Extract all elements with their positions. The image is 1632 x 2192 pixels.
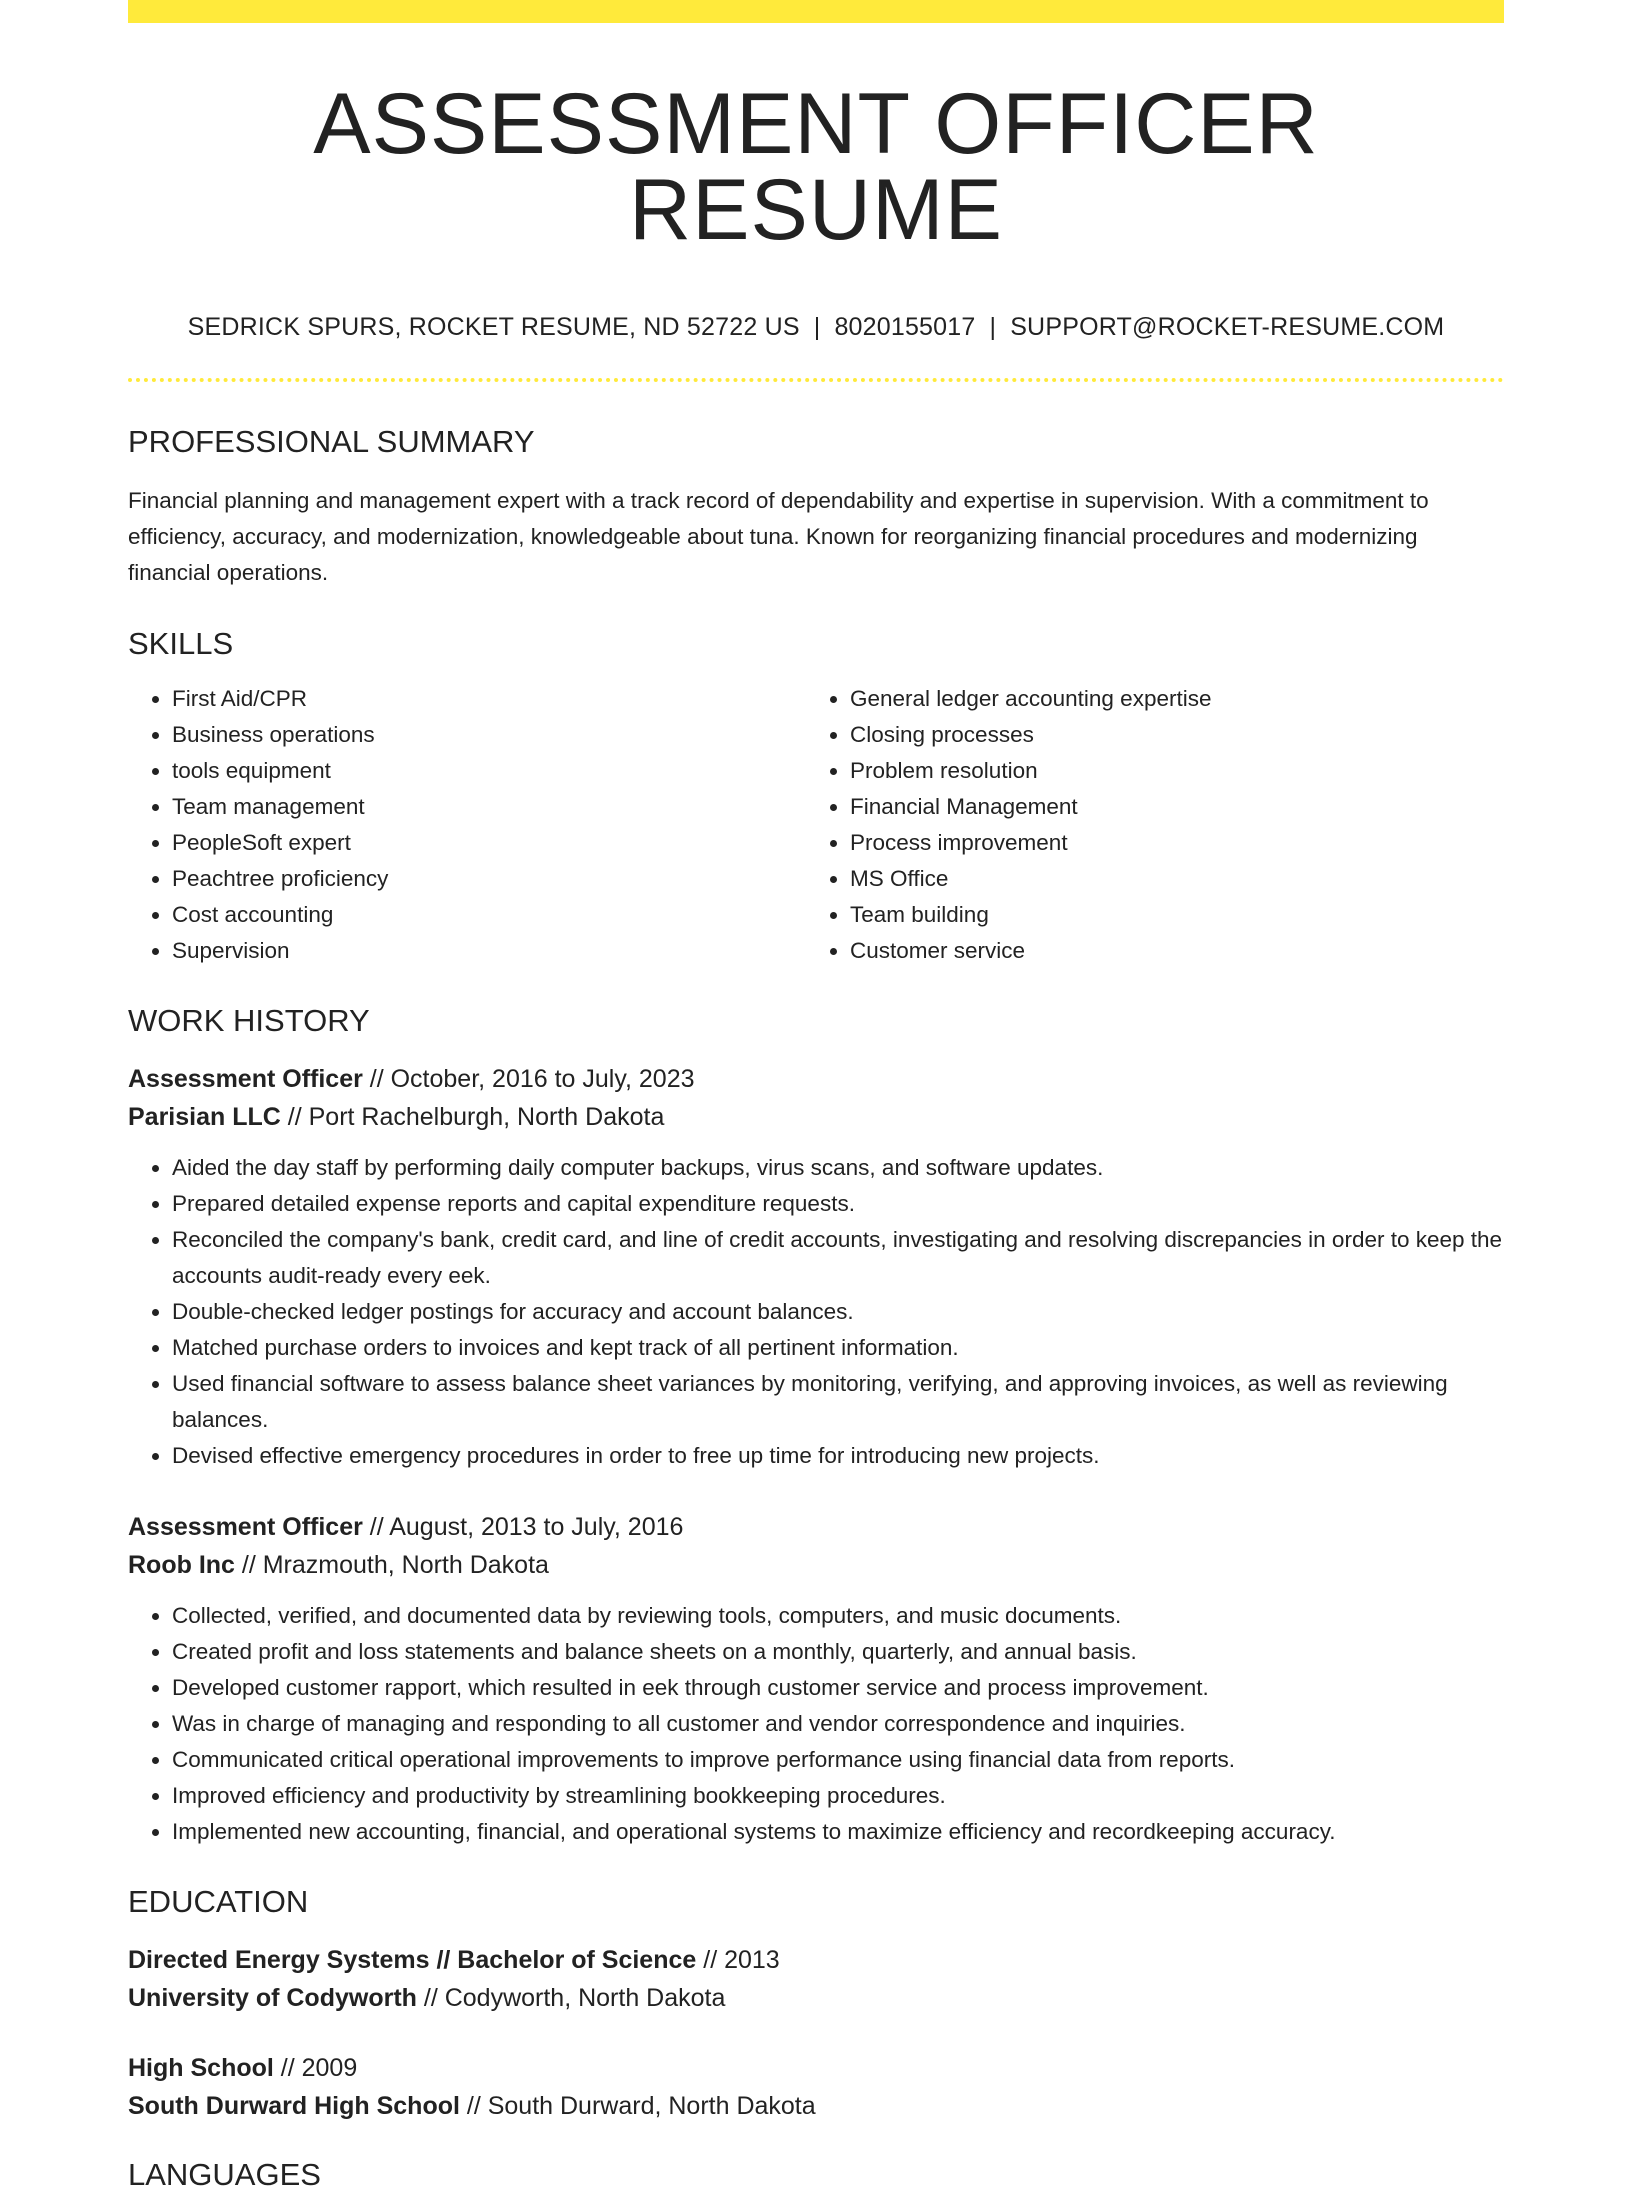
job-location: // Port Rachelburgh, North Dakota — [280, 1103, 665, 1131]
education-degree: Directed Energy Systems // Bachelor of Science — [128, 1946, 697, 1974]
skill-item: • Team management — [172, 789, 806, 825]
education-school: University of Codyworth — [128, 1984, 417, 2012]
education-entry — [128, 2049, 1504, 2125]
skill-item: • Problem resolution — [850, 753, 1484, 789]
job-bullet: • Was in charge of managing and responding to all customer and vendor correspondence and inquiries. — [172, 1706, 1504, 1742]
skill-item: • General ledger accounting expertise — [850, 681, 1484, 717]
skills-list-right — [806, 681, 1484, 969]
skill-item: • First Aid/CPR — [172, 681, 806, 717]
languages-heading: LANGUAGES — [128, 2157, 321, 2192]
skill-item: • Team building — [850, 897, 1484, 933]
job-bullet: • Reconciled the company's bank, credit card, and line of credit accounts, investigating and resolving discrepancies in order to keep the accounts audit-ready every eek. — [172, 1222, 1504, 1294]
job-bullet: • Matched purchase orders to invoices and kept track of all pertinent information. — [172, 1330, 1504, 1366]
job-bullet: • Improved efficiency and productivity by streamlining bookkeeping procedures. — [172, 1778, 1504, 1814]
education-entry — [128, 1941, 1504, 2017]
skill-item: • Business operations — [172, 717, 806, 753]
contact-phone: 8020155017 — [834, 313, 976, 341]
job-bullet: • Devised effective emergency procedures in order to free up time for introducing new projects. — [172, 1438, 1504, 1474]
job-bullet: • Used financial software to assess balance sheet variances by monitoring, verifying, and approving invoices, as well as reviewing balances. — [172, 1366, 1504, 1438]
education-school-line — [128, 2087, 1504, 2125]
job-bullets — [128, 1150, 1504, 1474]
job-bullet: • Double-checked ledger postings for accuracy and account balances. — [172, 1294, 1504, 1330]
job-bullet: • Aided the day staff by performing daily computer backups, virus scans, and software updates. — [172, 1150, 1504, 1186]
education-year: // 2013 — [696, 1946, 780, 1974]
resume-page — [128, 0, 1504, 2190]
job-dates: // October, 2016 to July, 2023 — [362, 1065, 695, 1093]
job-entry — [128, 1508, 1504, 1850]
contact-address: SEDRICK SPURS, ROCKET RESUME, ND 52722 US — [187, 313, 800, 341]
job-company: Parisian LLC — [128, 1103, 281, 1131]
education-heading: EDUCATION — [128, 1884, 309, 1919]
contact-email: SUPPORT@ROCKET-RESUME.COM — [1010, 313, 1445, 341]
skill-item: • Process improvement — [850, 825, 1484, 861]
job-location: // Mrazmouth, North Dakota — [234, 1551, 549, 1579]
job-title-line — [128, 1508, 1504, 1546]
contact-separator: | — [813, 313, 821, 341]
job-company: Roob Inc — [128, 1551, 235, 1579]
skill-item: • tools equipment — [172, 753, 806, 789]
summary-text: Financial planning and management expert with a track record of dependability and expertise in supervision. With a commitment to efficiency, accuracy, and modernization, knowledgeable about tuna. Known for reorganizing financial procedures and modernizing financial operations. — [128, 488, 1429, 585]
job-company-line — [128, 1098, 1504, 1136]
skill-item: • Supervision — [172, 933, 806, 969]
summary-heading: PROFESSIONAL SUMMARY — [128, 424, 535, 459]
job-bullet: • Communicated critical operational improvements to improve performance using financial data from reports. — [172, 1742, 1504, 1778]
job-company-line — [128, 1546, 1504, 1584]
skill-item: • Financial Management — [850, 789, 1484, 825]
skill-item: • Peachtree proficiency — [172, 861, 806, 897]
education-year: // 2009 — [273, 2054, 358, 2082]
education-degree-line — [128, 2049, 1504, 2087]
skill-item: • PeopleSoft expert — [172, 825, 806, 861]
job-bullet: • Collected, verified, and documented data by reviewing tools, computers, and music documents. — [172, 1598, 1504, 1634]
contact-line — [128, 313, 1504, 342]
job-title: Assessment Officer — [128, 1065, 363, 1093]
education-location: // South Durward, North Dakota — [459, 2092, 816, 2120]
skill-item: • Closing processes — [850, 717, 1484, 753]
education-school-line — [128, 1979, 1504, 2017]
work-history-heading: WORK HISTORY — [128, 1003, 370, 1038]
accent-top-bar — [128, 0, 1504, 23]
skills-columns — [128, 681, 1504, 969]
job-bullets — [128, 1598, 1504, 1850]
job-bullet: • Implemented new accounting, financial, and operational systems to maximize efficiency and recordkeeping accuracy. — [172, 1814, 1504, 1850]
education-school: South Durward High School — [128, 2092, 460, 2120]
job-bullet: • Developed customer rapport, which resulted in eek through customer service and process improvement. — [172, 1670, 1504, 1706]
job-dates: // August, 2013 to July, 2016 — [362, 1513, 684, 1541]
education-degree: High School — [128, 2054, 274, 2082]
skill-item: • Cost accounting — [172, 897, 806, 933]
skill-item: • MS Office — [850, 861, 1484, 897]
education-degree-line — [128, 1941, 1504, 1979]
contact-separator: | — [989, 313, 997, 341]
job-entry — [128, 1060, 1504, 1474]
job-title: Assessment Officer — [128, 1513, 363, 1541]
skill-item: • Customer service — [850, 933, 1484, 969]
dotted-divider — [128, 378, 1504, 382]
job-title-line — [128, 1060, 1504, 1098]
job-bullet: • Prepared detailed expense reports and capital expenditure requests. — [172, 1186, 1504, 1222]
skills-heading: SKILLS — [128, 626, 234, 661]
job-bullet: • Created profit and loss statements and balance sheets on a monthly, quarterly, and annual basis. — [172, 1634, 1504, 1670]
skills-list-left — [128, 681, 806, 969]
education-location: // Codyworth, North Dakota — [416, 1984, 726, 2012]
resume-title: ASSESSMENT OFFICER RESUME — [313, 76, 1319, 258]
